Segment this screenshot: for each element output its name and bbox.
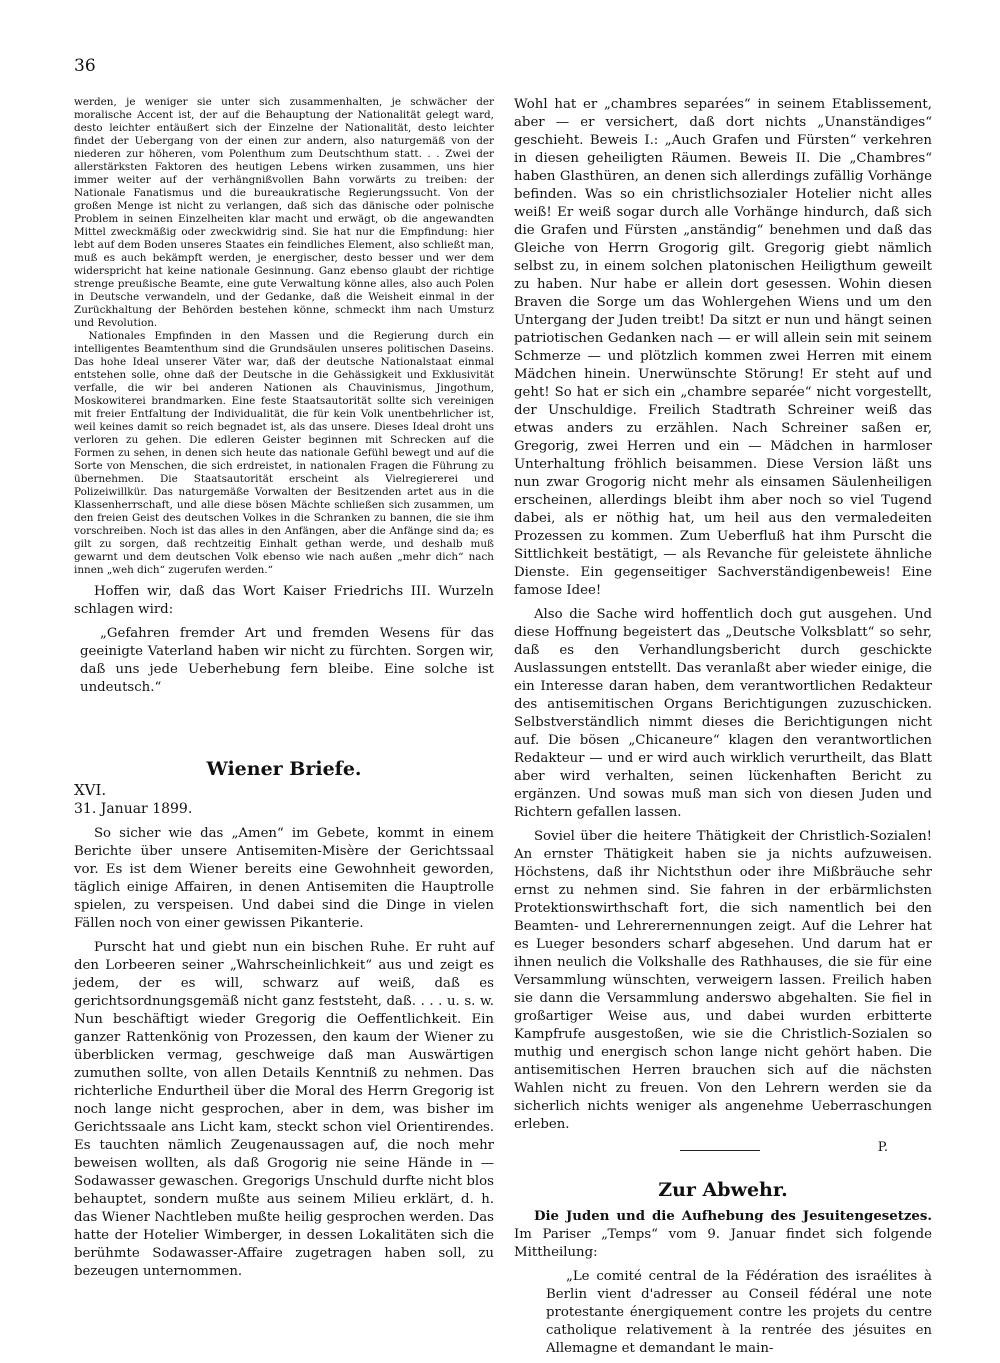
sub-intro: Im Pariser „Temps“ vom 9. Januar findet sich folgende Mittheilung: [514, 1227, 932, 1260]
abwehr-body [514, 1208, 932, 1358]
article-paragraph: Purscht hat und giebt nun ein bischen Ruhe. Er ruht auf den Lorbeeren seiner „Wahrscheinlichkeit“ aus und zeigt es jedem, der es will, schwarz auf weiß, daß es gerichtsordnungsgemäß nicht ganz feststeht, daß. . . . u. s. w. Nun beschäftigt wieder Gregorig die Oeffentlichkeit. Ein ganzer Rattenkönig von Prozessen, den kaum der Wiener zu überblicken vermag, geschweige daß man Auswärtigen zumuthen sollte, von allen Details Kenntniß zu nehmen. Das richterliche Endurtheil über die Moral des Herrn Gregorig ist noch lange nicht gesprochen, aber in dem, was bisher im Gerichtssaale ans Licht kam, steckt schon viel Orientirendes. Es tauchten nämlich Zeugenaussagen auf, die noch mehr beweisen wollten, als daß Grogorig nie seine Hände in — Sodawasser gewaschen. Gregorigs Unschuld durfte nicht blos behauptet, sondern mußte aus seinem Milieu erklärt, d. h. das Wiener Nachtleben mußte heilig gesprochen werden. Das hatte der Hotelier Wimberger, in dessen Lokalitäten sich die berühmte Sodawasser-Affaire zugetragen haben soll, zu bezeugen unternommen. [74, 940, 494, 1279]
article-paragraph: Wohl hat er „chambres separées“ in seinem Etablissement, aber — er versichert, daß dort nichts „Unanständiges“ geschieht. Beweis I.: „Auch Grafen und Fürsten“ verkehren in diesen geheiligten Räumen. Beweis II. Die „Chambres“ haben Glasthüren, an denen sich allerdings zufällig Vorhänge befinden. Was so ein christlichsozialer Hotelier nicht alles weiß! Er weiß sogar durch alle Vorhänge hindurch, daß sich die Grafen und Fürsten „anständig“ benehmen und daß das Gleiche von Herrn Grogorig gilt. Gregorig giebt nämlich selbst zu, in einem solchen platonischen Heiligthum geweilt zu haben. Nur habe er allein dort gesessen. Wohin diesen Braven die Sorge um das Wohlergehen Wiens und um den Untergang der Juden treibt! Da sitzt er nun und hängt seinen patriotischen Gedanken nach — er will allein sein mit seinem Schmerze — und plötzlich kommen zwei Herren mit einem Mädchen hinein. Unerwünschte Störung! Er steht auf und geht! So hat er sich ein „chambre separée“ nicht vorgestellt, der Unschuldige. Freilich Stadtrath Schreiner weiß das etwas anders zu erzählen. Nach Schreiner saßen er, Gregorig, zwei Herren und ein — Mädchen in harmloser Unterhaltung fröhlich beisammen. Diese Version läßt uns nun zwar Grogorig nicht mehr als einsamen Säulenheiligen erscheinen, allerdings bleibt ihm aber noch so viel Tugend dabei, als er nöthig hat, um heil aus den vermaledeiten Prozessen zu kommen. Zum Ueberfluß hat ihm Purscht die Sittlichkeit bestätigt, — als Revanche für geleistete ähnliche Dienste. Ein gegenseitiger Sachverständigenbeweis! Eine famose Idee! [514, 97, 932, 598]
wiener-briefe-body [74, 825, 494, 1281]
continued-article [74, 96, 494, 577]
article-paragraph: Soviel über die heitere Thätigkeit der Christlich-Sozialen! An ernster Thätigkeit haben sie ja nichts aufzuweisen. Höchstens, daß ihr Nichtsthun oder ihre Mißbräuche sehr ernst zu nehmen sind. Sie fahren in der erbärmlichsten Protektionswirthschaft fort, die sich namentlich bei den Beamten- und Lehrerernennungen zeigt. Auf die Lehrer hat es Lueger besonders scharf abgesehen. Und darum hat er ihnen neulich die Volkshalle des Rathhauses, die sie für eine Versammlung wünschten, verweigern lassen. Freilich haben sie dann die Versammlung anderswo abgehalten. Sie fiel in großartiger Weise aus, und dabei wurden erbitterte Kampfrufe ausgestoßen, wie sie die Christlich-Sozialen so muthig und energisch schon lange nicht gehört haben. Die antisemitischen Herren brauchen sich auf die nächsten Wahlen nicht zu freuen. Von den Lehrern werden sie da sicherlich nichts weniger als angenehme Ueberraschungen erleben. [514, 829, 932, 1132]
signature: P. [877, 1140, 888, 1155]
sub-heading: Die Juden und die Aufhebung des Jesuitengesetzes. [533, 1209, 932, 1224]
article-paragraph: werden, je weniger sie unter sich zusammenhalten, je schwächer der moralische Accent ist, der auf die Behauptung der Nationalität gelegt ward, desto leichter entäußert sich der Einzelne der Nationalität, desto leichter findet der Uebergang von der einen zur andern, also naturgemäß von der niederen zur höheren, vom Polenthum zum Deutschthum statt. . . Zwei der allerstärksten Faktoren des heutigen Lebens wirken zusammen, uns hier immer weiter auf der verhängnißvollen Bahn vorwärts zu treiben: der Nationale Fanatismus und die bureaukratische Regierungssucht. Von der großen Menge ist nicht zu verlangen, daß sich das dänische oder polnische Problem in seinen Einzelheiten klar macht und erwägt, ob die angewandten Mittel zweckmäßig oder zweckwidrig sind. Sie hat nur die Empfindung: hier lebt auf dem Boden unseres Staates ein feindliches Element, also schließt man, muß es auch bekämpft werden, je energischer, desto besser und wer dem widerspricht hat keine nationale Gesinnung. Ganz ebenso glaubt der richtige strenge preußische Beamte, eine gute Verwaltung könne alles, also auch Polen in Deutsche verwandeln, und der Gedanke, daß die Weisheit einmal in der Zurückhaltung der Behörden bestehen könne, schmeckt ihm nach Umsturz und Revolution. [74, 96, 494, 329]
article-paragraph: Also die Sache wird hoffentlich doch gut ausgehen. Und diese Hoffnung begeistert das „Deutsche Volksblatt“ so sehr, daß es den Verhandlungsbericht durch geschickte Auslassungen entstellt. Das veranlaßt aber wieder einige, die ein Interesse daran haben, dem verantwortlichen Redakteur des antisemitischen Organs Berichtigungen zuzuschicken. Selbstverständlich nimmt dieses die Berichtigungen nicht auf. Die bösen „Chicaneure“ klagen den verantwortlichen Redakteur — und er wird auch wirklich verurtheilt, das Blatt aber wird verhalten, seinen lückenhaften Bericht zu ergänzen. Und sowas muß man sich von diesen Juden und Richtern gefallen lassen. [514, 607, 932, 820]
closing-block [74, 583, 494, 697]
section-number: XVI. [74, 781, 107, 799]
right-column [514, 96, 932, 1358]
article-paragraph: Nationales Empfinden in den Massen und die Regierung durch ein intelligentes Beamtenthum sind die Grundsäulen unseres politischen Daseins. Das hohe Ideal unserer Väter war, daß der deutsche Nationalstaat einmal entstehen solle, ohne daß der Deutsche in die Gehässigkeit und Exklusivität verfalle, die wir bei anderen Nationen als Chauvinismus, Jingothum, Moskowiterei brandmarken. Eine feste Staatsautorität sollte sich vereinigen mit freier Entfaltung der Individualität, die für kein Volk unentbehrlicher ist, weil keines damit so reich begnadet ist, als das unsere. Dieses Ideal droht uns verloren zu gehen. Die edleren Geister beginnen mit Schrecken auf die Formen zu sehen, in denen sich heute das nationale Gefühl bewegt und auf die Sorte von Menschen, die sich erdreistet, in nationalen Fragen die Führung zu übernehmen. Die Staatsautorität erscheint als Vielregiererei und Polizeiwillkür. Das naturgemäße Vorwalten der Besitzenden artet aus in die Klassenherrschaft, und alle diese bösen Mächte schließen sich zusammen, um den freien Geist des deutschen Volkes in die Schranken zu bannen, die sie ihm vorschreiben. Noch ist das alles in den Anfängen, aber die Anfänge sind da; es gilt zu sorgen, daß rechtzeitig Einhalt gethan werde, und deshalb muß gewarnt und dem deutschen Volk ebenso wie nach außen „mehr dich“ nach innen „weh dich“ zugerufen werden.“ [74, 330, 494, 576]
page-number: 36 [74, 56, 96, 76]
signature-block [514, 1140, 932, 1162]
section-title: Wiener Briefe. [206, 758, 362, 780]
french-quote: „Le comité central de la Fédération des israélites à Berlin vient d'adresser au Conseil fédéral une note protestante énergiquement contre les projets du centre catholique relativement à la rentrée des jésuites en Allemagne et demandant le main- [546, 1269, 932, 1356]
article-paragraph: So sicher wie das „Amen“ im Gebete, kommt in einem Berichte über unsere Antisemiten-Misère der Gerichtssaal vor. Es ist dem Wiener bereits eine Gewohnheit geworden, täglich einige Affairen, in denen Antisemiten die Hauptrolle spielen, zu verspeisen. Und dabei sind die Dinge in vielen Fällen noch von einer gewissen Pikanterie. [74, 826, 494, 931]
left-column [74, 96, 494, 1281]
kaiser-quote: „Gefahren fremder Art und fremden Wesens für das geeinigte Vaterland haben wir nicht zu fürchten. Sorgen wir, daß uns jede Ueberhebung fern bleibe. Eine solche ist undeutsch.“ [80, 626, 494, 695]
section-title: Zur Abwehr. [658, 1179, 788, 1201]
signature-rule [680, 1150, 760, 1151]
section-date: 31. Januar 1899. [74, 801, 193, 817]
hope-paragraph: Hoffen wir, daß das Wort Kaiser Friedrichs III. Wurzeln schlagen wird: [74, 584, 494, 617]
wiener-briefe-continued [514, 96, 932, 1134]
